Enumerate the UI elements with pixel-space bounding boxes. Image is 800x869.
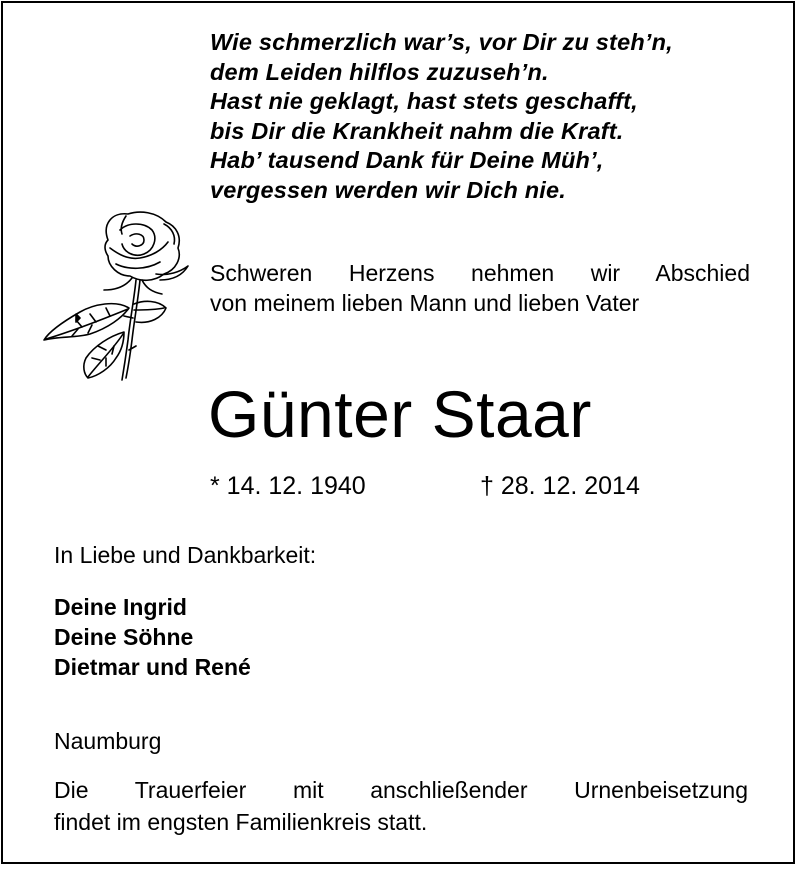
birth-date: * 14. 12. 1940 (210, 472, 366, 500)
family-member: Dietmar und René (54, 654, 251, 680)
death-date: † 28. 12. 2014 (480, 472, 640, 500)
notice-line: Die Trauerfeier mit anschließender Urnenbeisetzung (54, 777, 748, 803)
poem (210, 28, 770, 206)
intro-line: Schweren Herzens nehmen wir Abschied (210, 260, 750, 286)
poem-line: vergessen werden wir Dich nie. (210, 176, 567, 203)
rose-icon (36, 200, 206, 385)
funeral-notice (54, 774, 748, 838)
thanks-line: In Liebe und Dankbarkeit: (54, 542, 317, 568)
family-member: Deine Ingrid (54, 594, 187, 620)
poem-line: Wie schmerzlich war’s, vor Dir zu steh’n, (210, 29, 673, 55)
poem-line: Hast nie geklagt, hast stets geschafft, (210, 88, 638, 115)
poem-line: bis Dir die Krankheit nahm die Kraft. (210, 117, 624, 144)
intro-text (210, 258, 750, 318)
family-list (54, 592, 251, 682)
intro-line: von meinem lieben Mann und lieben Vater (210, 290, 640, 316)
deceased-name: Günter Staar (208, 377, 592, 451)
place: Naumburg (54, 728, 162, 754)
notice-line: findet im engsten Familienkreis statt. (54, 809, 428, 835)
family-member: Deine Söhne (54, 624, 194, 650)
poem-line: dem Leiden hilflos zuzuseh’n. (210, 58, 549, 85)
poem-line: Hab’ tausend Dank für Deine Müh’, (210, 147, 604, 174)
